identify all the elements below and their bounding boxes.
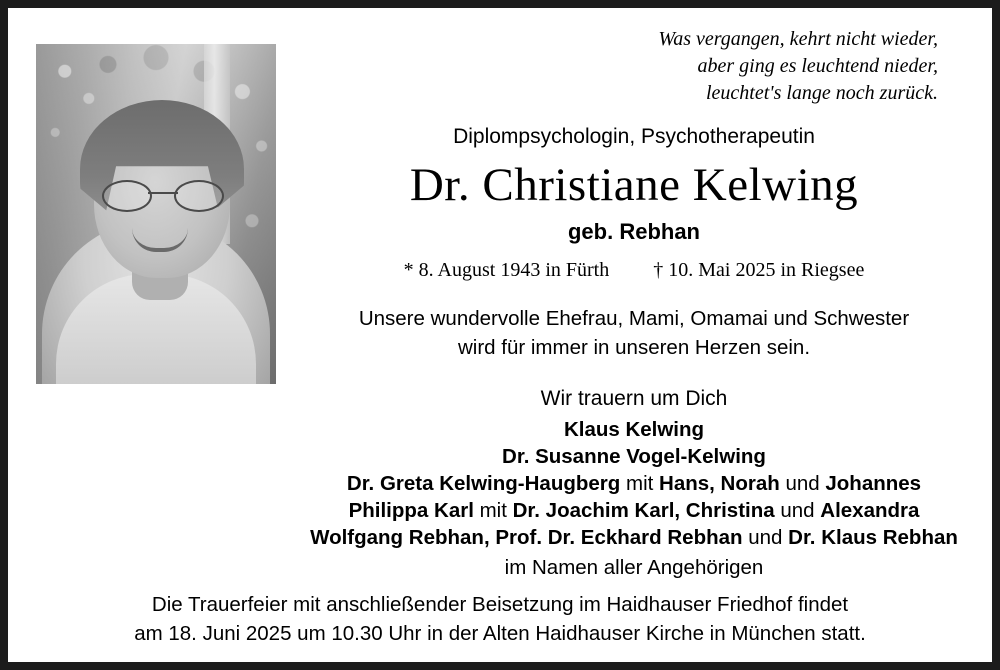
death-date: † 10. Mai 2025 in Riegsee [653,259,865,281]
tribute-text [296,304,972,362]
family-name: Klaus Kelwing [563,418,705,441]
verse-line-1: Was vergangen, kehrt nicht wieder, [658,28,938,50]
glasses-bridge [148,192,178,194]
glasses-icon [102,180,224,208]
family-connector: und [774,499,821,522]
tribute-line-2: wird für immer in unseren Herzen sein. [457,336,811,359]
glasses-right-lens [174,180,224,212]
on-behalf-line: im Namen aller Angehörigen [504,556,764,579]
family-name: Wolfgang Rebhan, Prof. Dr. Eckhard Rebhan [310,526,743,549]
family-line [296,470,972,497]
family-name: Dr. Joachim Karl, Christina [512,499,775,522]
family-name: Hans, Norah [659,472,780,495]
family-name: Dr. Klaus Rebhan [788,526,958,549]
family-line [296,416,972,443]
obituary-inner [8,8,992,662]
family-name: Johannes [825,472,922,495]
family-name: Dr. Susanne Vogel-Kelwing [502,445,766,468]
birth-date: * 8. August 1943 in Fürth [403,259,610,281]
family-line [296,524,972,551]
maiden-name: geb. Rebhan [567,219,700,244]
mourning-intro: Wir trauern um Dich [540,387,728,410]
family-connector: mit [473,499,513,522]
family-name: Alexandra [820,499,920,522]
glasses-left-lens [102,180,152,212]
family-connector: mit [620,472,660,495]
funeral-service-info [20,590,980,648]
life-dates [296,257,972,284]
family-connector: und [779,472,826,495]
service-line-1: Die Trauerfeier mit anschließender Beisetzung im Haidhauser Friedhof findet [151,593,849,616]
family-members-list [296,416,972,551]
family-connector: und [742,526,789,549]
verse-line-3: leuchtet's lange noch zurück. [706,82,938,104]
family-name: Philippa Karl [348,499,474,522]
photo-background [36,44,276,384]
obituary-text-column [296,26,972,599]
portrait-photo [36,44,276,384]
deceased-name: Dr. Christiane Kelwing [409,159,859,211]
tribute-line-1: Unsere wundervolle Ehefrau, Mami, Omamai und Schwester [358,307,910,330]
profession-line: Diplompsychologin, Psychotherapeutin [453,125,815,148]
family-line [296,497,972,524]
verse-line-2: aber ging es leuchtend nieder, [697,55,938,77]
memorial-verse [296,26,972,107]
family-line [296,443,972,470]
service-line-2: am 18. Juni 2025 um 10.30 Uhr in der Alten Haidhauser Kirche in München statt. [134,622,866,645]
family-name: Dr. Greta Kelwing-Haugberg [346,472,621,495]
